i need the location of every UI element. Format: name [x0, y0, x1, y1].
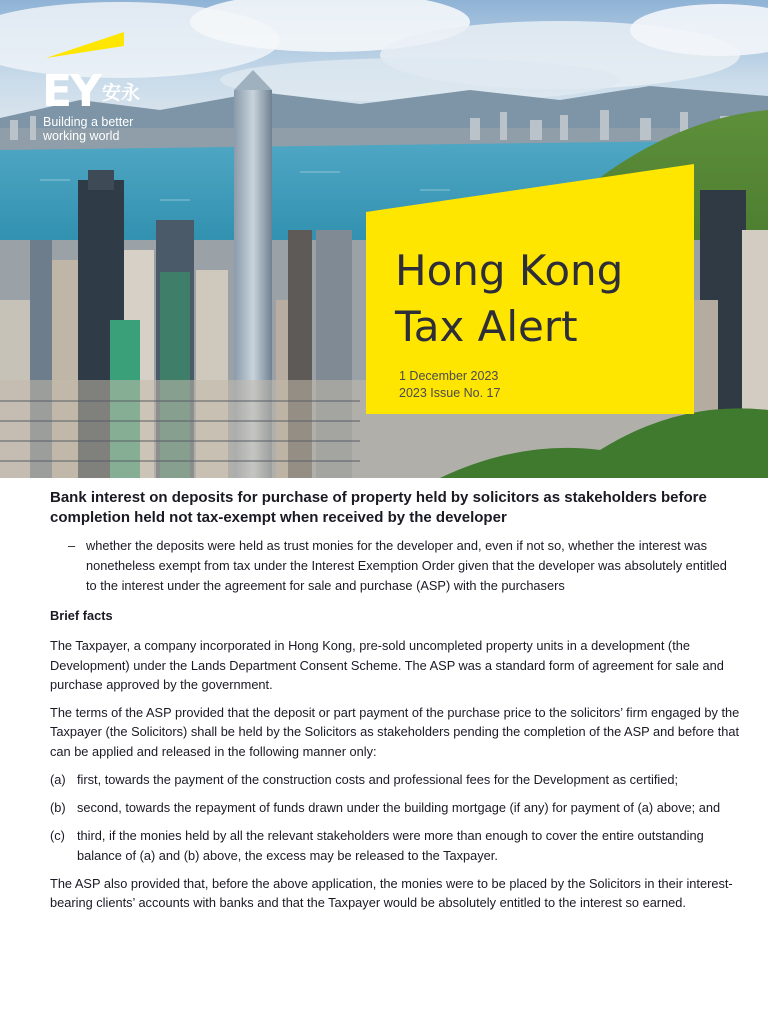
issue-dash-item — [50, 536, 740, 596]
paragraph-asp-terms: The terms of the ASP provided that the deposit or part payment of the purchase price to the solicitors’ firm engaged by the Taxpayer (the Solicitors) shall be held by the Solicitors as stakeholders pending the completion of the ASP and before that can be applied and released in the following manner only: — [50, 704, 740, 759]
list-item-text: third, if the monies held by all the relevant stakeholders were more than enough to cover the entire outstanding balance of (a) and (b) above, the excess may be released to the Taxpayer. — [77, 827, 704, 863]
ey-logo-mark: EY — [42, 66, 100, 117]
paragraph-interest-entitlement: The ASP also provided that, before the above application, the monies were to be placed by the Solicitors in their interest-bearing clients’ accounts with banks and that the Taxpayer would be absolutely entitled to the interest so earned. — [50, 875, 733, 911]
list-item-text: second, towards the repayment of funds drawn under the building mortgage (if any) for payment of (a) above; and — [77, 799, 721, 815]
list-marker: (b) — [50, 799, 66, 815]
list-marker: (c) — [50, 827, 65, 843]
paragraph-taxpayer: The Taxpayer, a company incorporated in Hong Kong, pre-sold uncompleted property units in a development (the Development) under the Lands Department Consent Scheme. The ASP was a standard form of agreement for sale and purchase approved by the government. — [50, 638, 724, 693]
ey-logo-chinese: 安永 — [102, 82, 141, 104]
brief-facts-heading: Brief facts — [50, 608, 113, 623]
list-item — [50, 770, 740, 790]
ey-tagline — [43, 115, 163, 143]
list-marker: (a) — [50, 771, 66, 787]
title-line-2: Tax Alert — [395, 302, 578, 351]
publication-date: 1 December 2023 — [399, 369, 499, 383]
list-item-text: first, towards the payment of the construction costs and professional fees for the Development as certified; — [77, 771, 679, 787]
issue-number: 2023 Issue No. 17 — [399, 386, 501, 400]
ey-logo — [42, 32, 182, 142]
cover-hero — [0, 0, 768, 478]
list-item — [50, 798, 740, 818]
article-headline: Bank interest on deposits for purchase of property held by solicitors as stakeholders before completion held not tax-exempt when received by the developer — [50, 489, 707, 526]
list-item — [50, 826, 740, 866]
article-body — [50, 488, 740, 921]
publication-title — [395, 243, 623, 355]
dash-item-text: whether the deposits were held as trust monies for the developer and, even if not so, whether the interest was nonetheless exempt from tax under the Interest Exemption Order given that the developer was absolutely entitled to the interest under the agreement for sale and purchase (ASP) with the purchasers — [86, 538, 727, 593]
tagline-line-2: working world — [43, 129, 120, 143]
tagline-line-1: Building a better — [43, 115, 134, 129]
title-line-1: Hong Kong — [395, 246, 624, 295]
dash-marker: – — [68, 538, 76, 553]
